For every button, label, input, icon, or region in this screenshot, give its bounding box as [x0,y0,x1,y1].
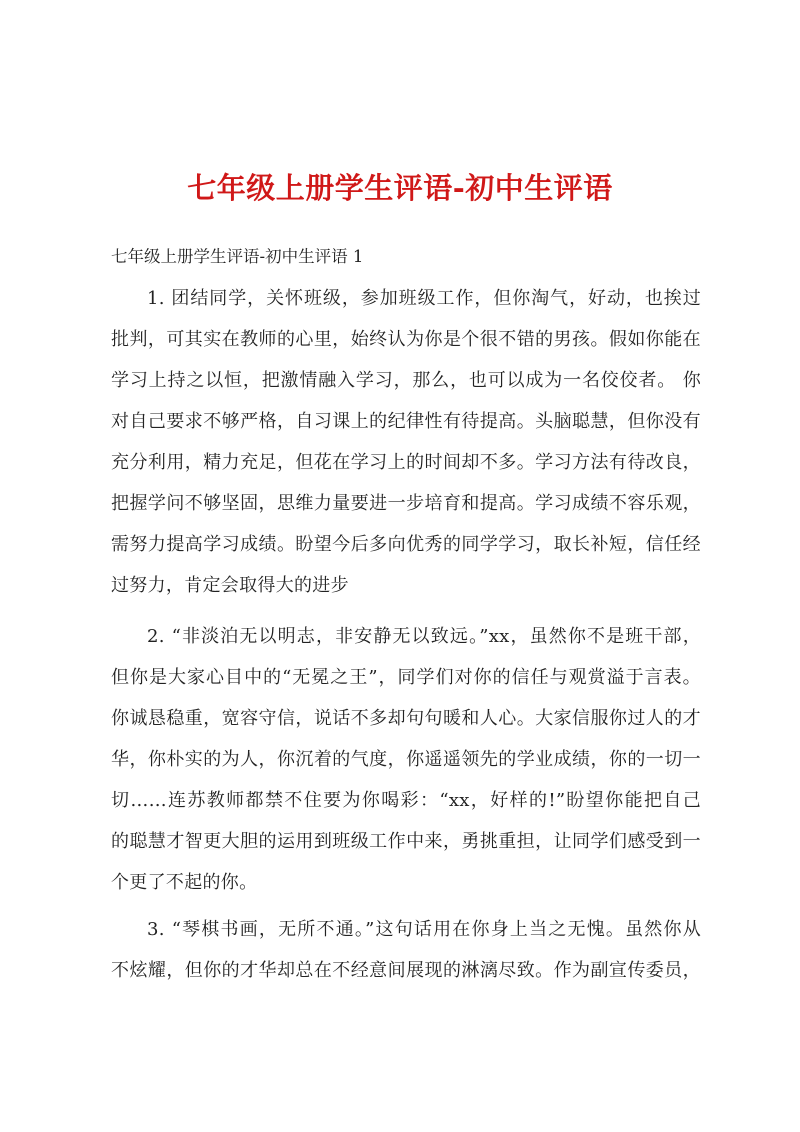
paragraph-line: 的聪慧才智更大胆的运用到班级工作中来，勇挑重担，让同学们感受到一 [111,831,701,852]
paragraph-line: 不炫耀，但你的才华却总在不经意间展现的淋漓尽致。作为副宣传委员， [111,960,701,981]
paragraph-line: 个更了不起的你。 [111,872,258,893]
paragraph-line: 充分利用，精力充足，但花在学习上的时间却不多。学习方法有待改良， [111,452,701,473]
paragraph-line: 切……连苏教师都禁不住要为你喝彩：“xx，好样的!”盼望你能把自己 [111,790,701,811]
document-title: 七年级上册学生评语-初中生评语 [187,171,613,205]
paragraph-line: 2. “非淡泊无以明志，非安静无以致远。”xx，虽然你不是班干部， [147,626,701,647]
section-subheading: 七年级上册学生评语-初中生评语 1 [111,247,364,266]
paragraph-line: 过努力，肯定会取得大的进步 [111,575,349,596]
paragraph-line: 但你是大家心目中的“无冕之王”，同学们对你的信任与观赏溢于言表。 [111,667,701,688]
paragraph-line: 3. “琴棋书画，无所不通。”这句话用在你身上当之无愧。虽然你从 [147,919,701,940]
paragraph-line: 把握学问不够坚固，思维力量要进一步培育和提高。学习成绩不容乐观， [111,493,701,514]
paragraph-line: 你诚恳稳重，宽容守信，说话不多却句句暖和人心。大家信服你过人的才 [111,708,701,729]
paragraph-line: 华，你朴实的为人，你沉着的气度，你遥遥领先的学业成绩，你的一切一 [111,749,701,770]
paragraph-line: 学习上持之以恒，把激情融入学习，那么，也可以成为一名佼佼者。 你 [111,370,701,391]
paragraph-line: 批判，可其实在教师的心里，始终认为你是个很不错的男孩。假如你能在 [111,329,701,350]
paragraph-line: 对自己要求不够严格，自习课上的纪律性有待提高。头脑聪慧，但你没有 [111,411,701,432]
paragraph-line: 需努力提高学习成绩。盼望今后多向优秀的同学学习，取长补短，信任经 [111,534,701,555]
paragraph-line: 1. 团结同学，关怀班级，参加班级工作，但你淘气，好动，也挨过 [147,288,701,309]
